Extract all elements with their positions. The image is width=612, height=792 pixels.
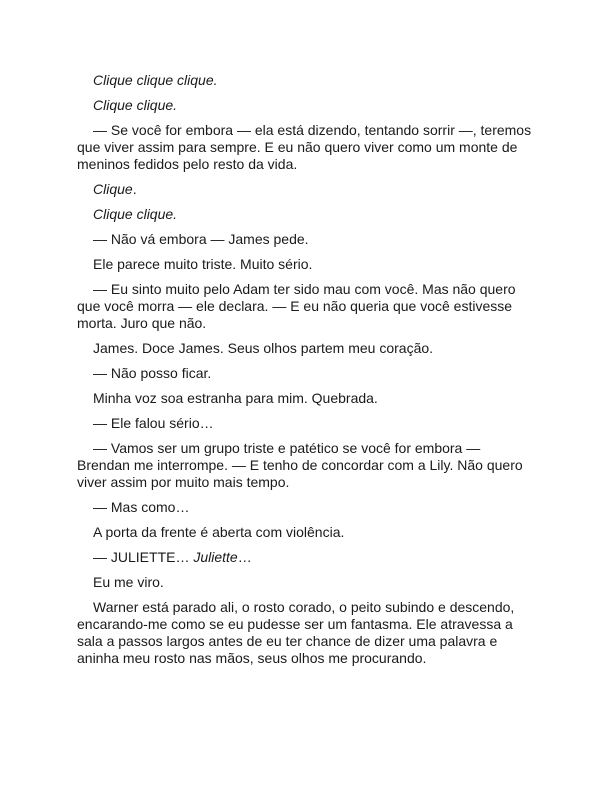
paragraph-text: Eu me viro. bbox=[93, 574, 164, 590]
paragraph bbox=[77, 415, 537, 432]
paragraph-text: Ele parece muito triste. Muito sério. bbox=[93, 256, 313, 272]
paragraph bbox=[77, 499, 537, 516]
paragraph-text: — Se você for embora — ela está dizendo, tentando sorrir —, teremos que viver assim para sempre. E eu não quero viver como um monte de meninos fedidos pelo resto da vida. bbox=[77, 122, 532, 172]
paragraph-text: — Não posso ficar. bbox=[93, 365, 212, 381]
paragraph bbox=[77, 181, 537, 198]
paragraph-text: Clique clique. bbox=[93, 97, 178, 113]
paragraph-text: Clique bbox=[93, 181, 133, 197]
paragraph bbox=[77, 524, 537, 541]
paragraph bbox=[77, 97, 537, 114]
paragraph-text: — JULIETTE… bbox=[93, 549, 194, 565]
paragraph-text: Warner está parado ali, o rosto corado, o peito subindo e descendo, encarando-me como se eu pudesse ser um fantasma. Ele atravessa a sala a passos largos antes de eu ter chance de dizer uma palavra e aninha meu rosto nas mãos, seus olhos me procurando. bbox=[77, 599, 515, 666]
paragraph bbox=[77, 365, 537, 382]
paragraph-text: . bbox=[132, 181, 137, 197]
paragraph-text: James. Doce James. Seus olhos partem meu coração. bbox=[93, 340, 434, 356]
paragraph-text: — Vamos ser um grupo triste e patético se você for embora — Brendan me interrompe. — E tenho de concordar com a Lily. Não quero viver assim por muito mais tempo. bbox=[77, 440, 523, 490]
paragraph bbox=[77, 231, 537, 248]
paragraph-text: — Ele falou sério… bbox=[93, 415, 214, 431]
paragraph-text: — Mas como… bbox=[93, 499, 190, 515]
paragraph-text: — Eu sinto muito pelo Adam ter sido mau com você. Mas não quero que você morra — ele declara. — E eu não queria que você estivesse morta. Juro que não. bbox=[77, 281, 516, 331]
paragraph bbox=[77, 599, 537, 667]
paragraph bbox=[77, 390, 537, 407]
paragraph bbox=[77, 549, 537, 566]
paragraph bbox=[77, 122, 537, 173]
paragraph-text: A porta da frente é aberta com violência. bbox=[93, 524, 345, 540]
paragraph bbox=[77, 281, 537, 332]
page-body bbox=[77, 72, 537, 675]
paragraph-text: Minha voz soa estranha para mim. Quebrada. bbox=[93, 390, 378, 406]
paragraph-text: Clique clique. bbox=[93, 206, 178, 222]
paragraph bbox=[77, 574, 537, 591]
paragraph bbox=[77, 440, 537, 491]
paragraph-text: … bbox=[237, 549, 252, 565]
paragraph bbox=[77, 72, 537, 89]
paragraph-text: Juliette bbox=[193, 549, 238, 565]
paragraph bbox=[77, 340, 537, 357]
paragraph-text: — Não vá embora — James pede. bbox=[93, 231, 309, 247]
paragraph bbox=[77, 256, 537, 273]
paragraph-text: Clique clique clique. bbox=[93, 72, 218, 88]
paragraph bbox=[77, 206, 537, 223]
